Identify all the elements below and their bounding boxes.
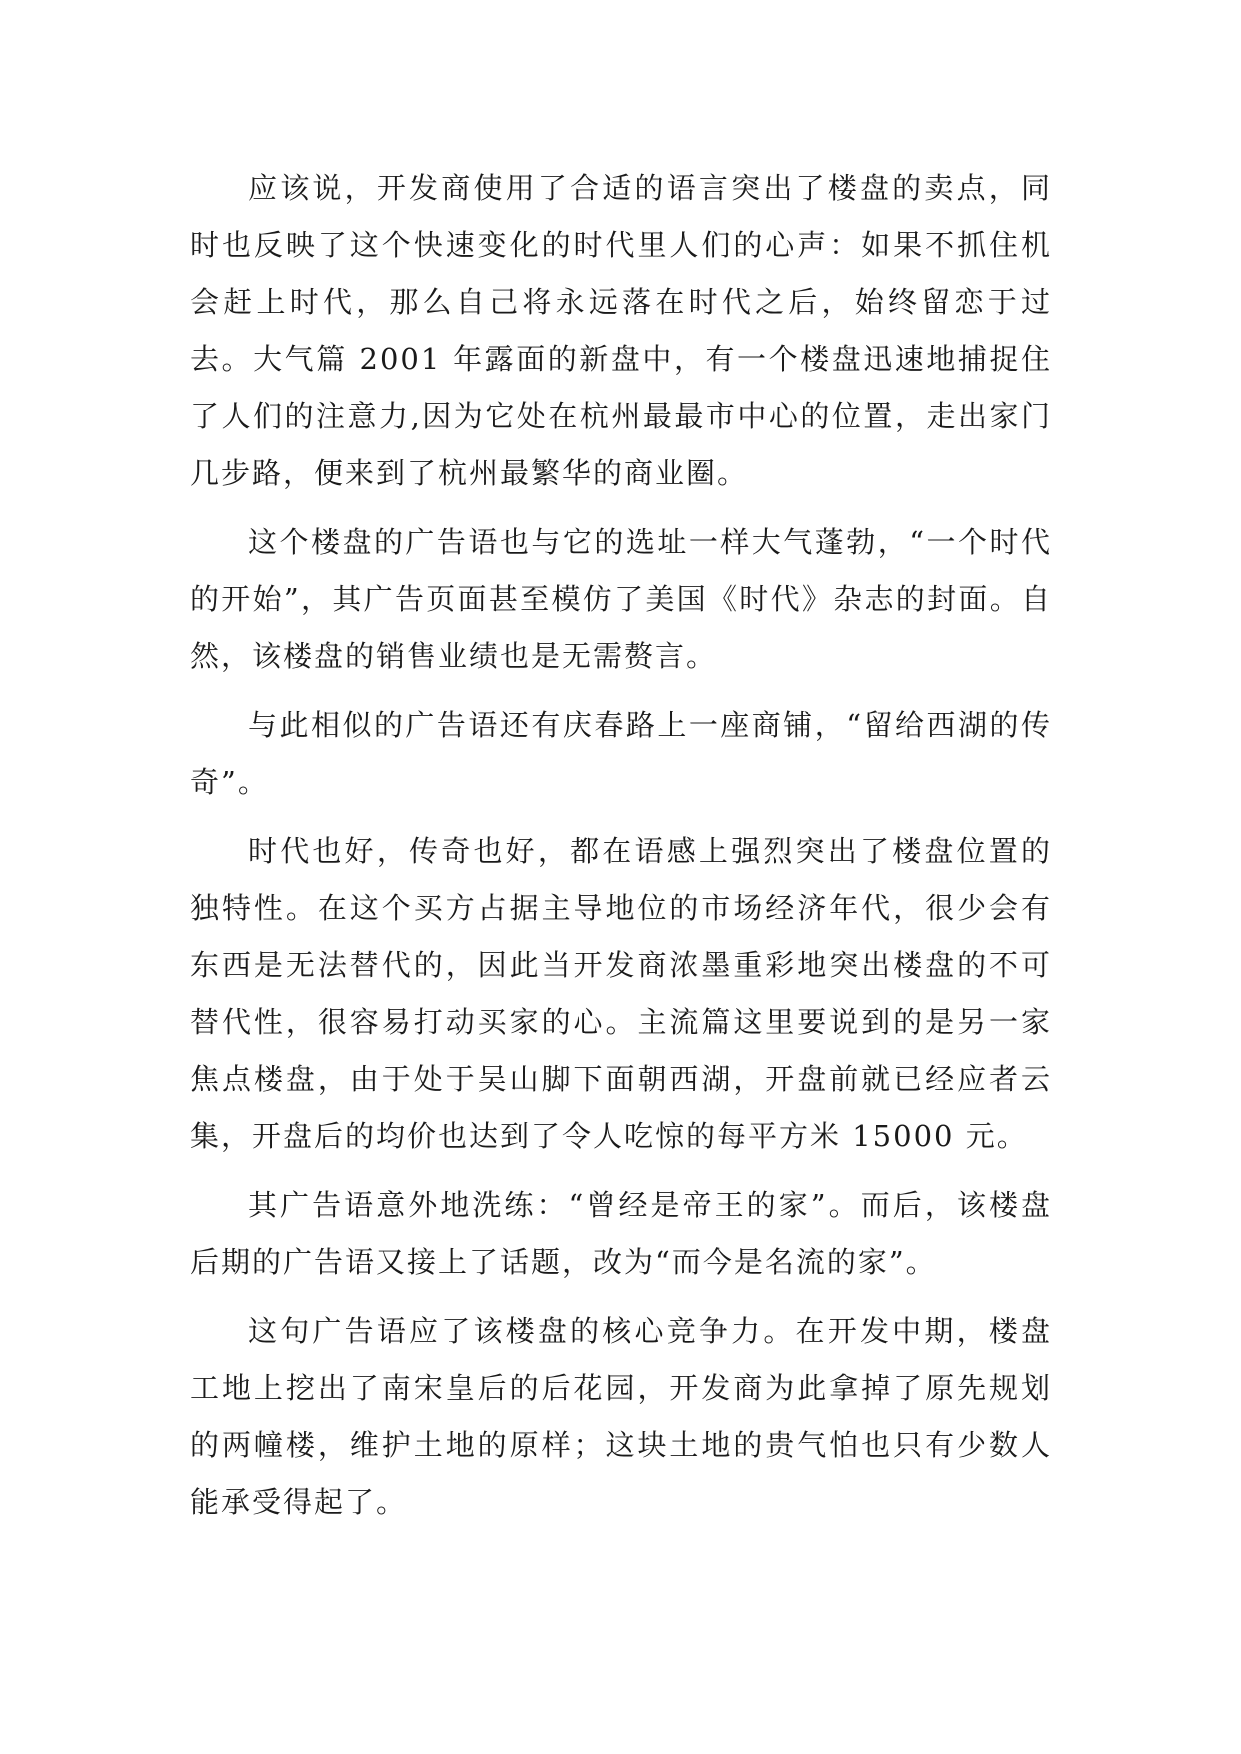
paragraph-6: 这句广告语应了该楼盘的核心竞争力。在开发中期，楼盘工地上挖出了南宋皇后的后花园，开发商为此拿掉了原先规划的两幢楼，维护土地的原样；这块土地的贵气怕也只有少数人能承受得起了。 [190, 1314, 1052, 1519]
paragraph-1: 应该说，开发商使用了合适的语言突出了楼盘的卖点，同时也反映了这个快速变化的时代里人们的心声：如果不抓住机会赶上时代，那么自己将永远落在时代之后，始终留恋于过去。大气篇 2001 年露面的新盘中，有一个楼盘迅速地捕捉住了人们的注意力,因为它处在杭州最最市中心的位置，走出家门几步路，便来到了杭州最繁华的商业圈。 [190, 171, 1052, 490]
paragraph-4: 时代也好，传奇也好，都在语感上强烈突出了楼盘位置的独特性。在这个买方占据主导地位的市场经济年代，很少会有东西是无法替代的，因此当开发商浓墨重彩地突出楼盘的不可替代性，很容易打动买家的心。主流篇这里要说到的是另一家焦点楼盘，由于处于吴山脚下面朝西湖，开盘前就已经应者云集，开盘后的均价也达到了令人吃惊的每平方米 15000 元。 [190, 834, 1052, 1153]
document-body [190, 160, 1052, 1543]
paragraph-5: 其广告语意外地洗练：“曾经是帝王的家”。而后，该楼盘后期的广告语又接上了话题，改为“而今是名流的家”。 [190, 1188, 1052, 1279]
paragraph-3: 与此相似的广告语还有庆春路上一座商铺，“留给西湖的传奇”。 [190, 708, 1052, 799]
paragraph-2: 这个楼盘的广告语也与它的选址一样大气蓬勃，“一个时代的开始”，其广告页面甚至模仿了美国《时代》杂志的封面。自然，该楼盘的销售业绩也是无需赘言。 [190, 525, 1052, 673]
